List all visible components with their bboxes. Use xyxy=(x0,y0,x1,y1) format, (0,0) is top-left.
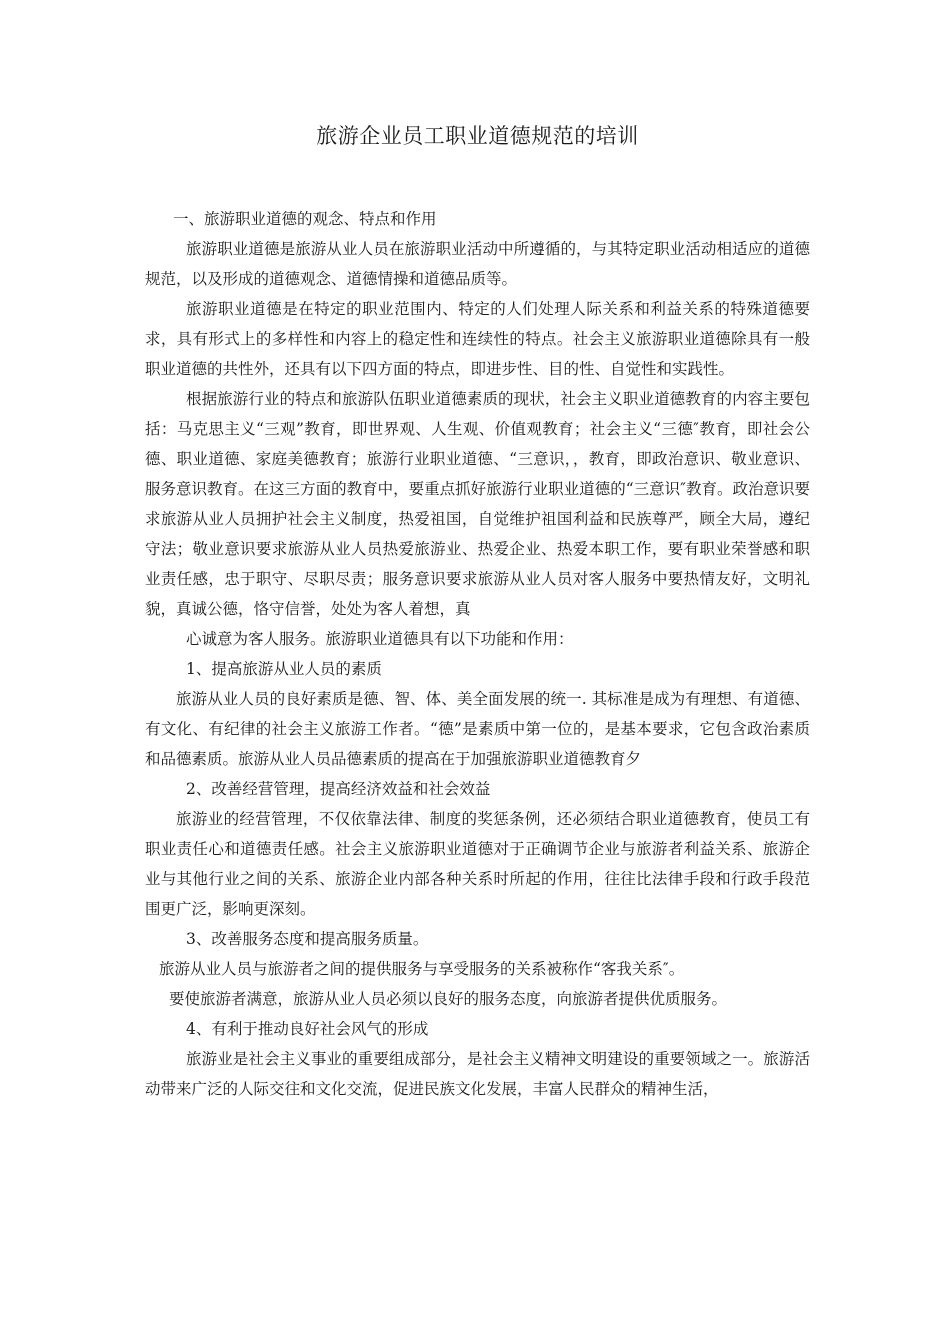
paragraph: 旅游从业人员与旅游者之间的提供服务与享受服务的关系被称作“客我关系″。 xyxy=(159,960,685,978)
paragraph: 旅游职业道德是在特定的职业范围内、特定的人们处理人际关系和利益关系的特殊道德要求，具有形式上的多样性和内容上的稳定性和连续性的特点。社会主义旅游职业道德除具有一般职业道德的共性外，还具有以下四方面的特点，即进步性、目的性、自觉性和实践性。 xyxy=(145,300,810,378)
subsection-heading: 3、改善服务态度和提高服务质量。 xyxy=(186,930,429,948)
paragraph: 旅游业是社会主义事业的重要组成部分，是社会主义精神文明建设的重要领域之一。旅游活动带来广泛的人际交往和文化交流，促进民族文化发展，丰富人民群众的精神生活， xyxy=(145,1050,810,1098)
subsection-heading: 2、改善经营管理，提高经济效益和社会效益 xyxy=(186,780,491,798)
section-heading: 一、旅游职业道德的观念、特点和作用 xyxy=(173,210,437,228)
paragraph: 根据旅游行业的特点和旅游队伍职业道德素质的现状，社会主义职业道德教育的内容主要包括：马克思主义“三观”教育，即世界观、人生观、价值观教育；社会主义“三德″教育，即社会公德、职业道德、家庭美德教育；旅游行业职业道德、“三意识，，教育，即政治意识、敬业意识、服务意识教育。在这三方面的教育中，要重点抓好旅游行业职业道德的“三意识″教育。政治意识要求旅游从业人员拥护社会主义制度，热爱祖国，自觉维护祖国利益和民族尊严，顾全大局，遵纪守法；敬业意识要求旅游从业人员热爱旅游业、热爱企业、热爱本职工作，要有职业荣誉感和职业责任感，忠于职守、尽职尽责；服务意识要求旅游从业人员对客人服务中要热情友好，文明礼貌，真诚公德，恪守信誉，处处为客人着想，真 xyxy=(145,390,810,618)
paragraph: 要使旅游者满意，旅游从业人员必须以良好的服务态度，向旅游者提供优质服务。 xyxy=(169,990,728,1008)
paragraph: 旅游从业人员的良好素质是德、智、体、美全面发展的统一. 其标准是成为有理想、有道德、有文化、有纪律的社会主义旅游工作者。“德”是素质中第一位的，是基本要求，它包含政治素质和品德素质。旅游从业人员品德素质的提高在于加强旅游职业道德教育夕 xyxy=(145,690,810,768)
paragraph: 心诚意为客人服务。旅游职业道德具有以下功能和作用： xyxy=(186,630,574,648)
document-title: 旅游企业员工职业道德规范的培训 xyxy=(316,124,639,148)
paragraph: 旅游职业道德是旅游从业人员在旅游职业活动中所遵循的，与其特定职业活动相适应的道德规范，以及形成的道德观念、道德情操和道德品质等。 xyxy=(145,240,810,288)
subsection-heading: 4、有利于推动良好社会风气的形成 xyxy=(186,1020,429,1038)
subsection-heading: 1、提高旅游从业人员的素质 xyxy=(186,660,382,678)
paragraph: 旅游业的经营管理，不仅依靠法律、制度的奖惩条例，还必须结合职业道德教育，使员工有职业责任心和道德责任感。社会主义旅游职业道德对于正确调节企业与旅游者利益关系、旅游企业与其他行业之间的关系、旅游企业内部各种关系时所起的作用，往往比法律手段和行政手段范围更广泛，影响更深刻。 xyxy=(145,810,810,918)
